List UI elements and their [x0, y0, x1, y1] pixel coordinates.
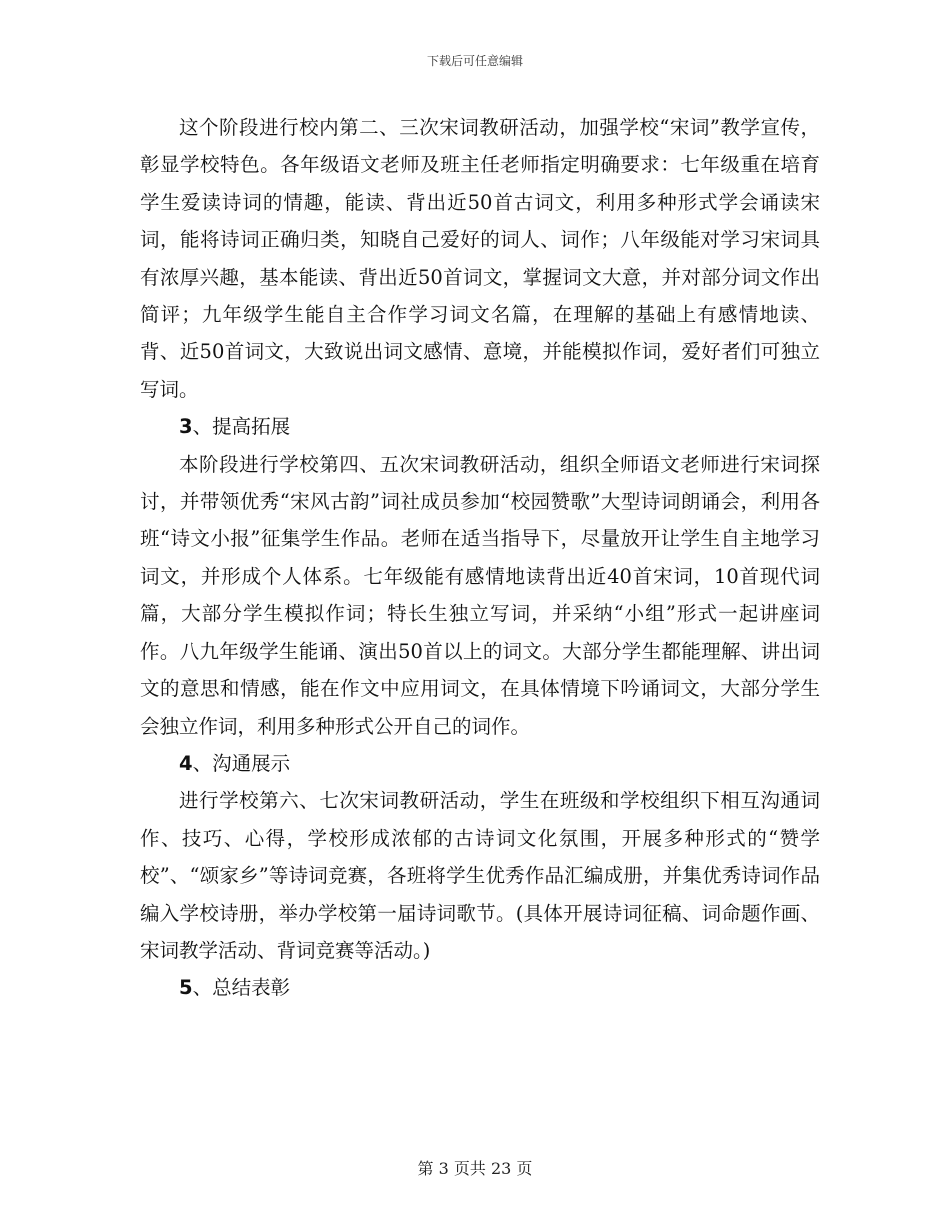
section-heading-5 [140, 969, 820, 1006]
paragraph-stage-4: 进行学校第六、七次宋词教研活动，学生在班级和学校组织下相互沟通词作、技巧、心得，学校形成浓郁的古诗词文化氛围，开展多种形式的“赞学校”、“颂家乡”等诗词竞赛，各班将学生优秀作品汇编成册，并集优秀诗词作品编入学校诗册，举办学校第一届诗词歌节。(具体开展诗词征稿、词命题作画、宋词教学活动、背词竞赛等活动。) [140, 789, 820, 962]
section-heading-4 [140, 745, 820, 782]
paragraph-stage-3: 本阶段进行学校第四、五次宋词教研活动，组织全师语文老师进行宋词探讨，并带领优秀“宋风古韵”词社成员参加“校园赞歌”大型诗词朗诵会，利用各班“诗文小报”征集学生作品。老师在适当指导下，尽量放开让学生自主地学习词文，并形成个人体系。七年级能有感情地读背出近40首宋词，10首现代词篇，大部分学生模拟作词；特长生独立写词，并采纳“小组”形式一起讲座词作。八九年级学生能诵、演出50首以上的词文。大部分学生都能理解、讲出词文的意思和情感，能在作文中应用词文，在具体情境下吟诵词文，大部分学生会独立作词，利用多种形式公开自己的词作。 [140, 452, 820, 738]
page-number-footer: 第 3 页共 23 页 [417, 1159, 533, 1178]
page-header-note: 下载后可任意编辑 [426, 54, 523, 68]
section-title: 、沟通展示 [192, 751, 291, 775]
section-title: 、总结表彰 [192, 976, 291, 1000]
section-number: 4 [179, 751, 193, 775]
section-heading-3 [140, 408, 820, 445]
paragraph-stage-2: 这个阶段进行校内第二、三次宋词教研活动，加强学校“宋词”教学宣传，彰显学校特色。各年级语文老师及班主任老师指定明确要求：七年级重在培育学生爱读诗词的情趣，能读、背出近50首古词文，利用多种形式学会诵读宋词，能将诗词正确归类，知晓自己爱好的词人、词作；八年级能对学习宋词具有浓厚兴趣，基本能读、背出近50首词文，掌握词文大意，并对部分词文作出简评；九年级学生能自主合作学习词文名篇，在理解的基础上有感情地读、背、近50首词文，大致说出词文感情、意境，并能模拟作词，爱好者们可独立写词。 [140, 116, 820, 401]
document-body [140, 109, 820, 1007]
section-title: 、提高拓展 [192, 415, 291, 439]
section-number: 5 [179, 976, 193, 1000]
section-number: 3 [179, 415, 193, 439]
